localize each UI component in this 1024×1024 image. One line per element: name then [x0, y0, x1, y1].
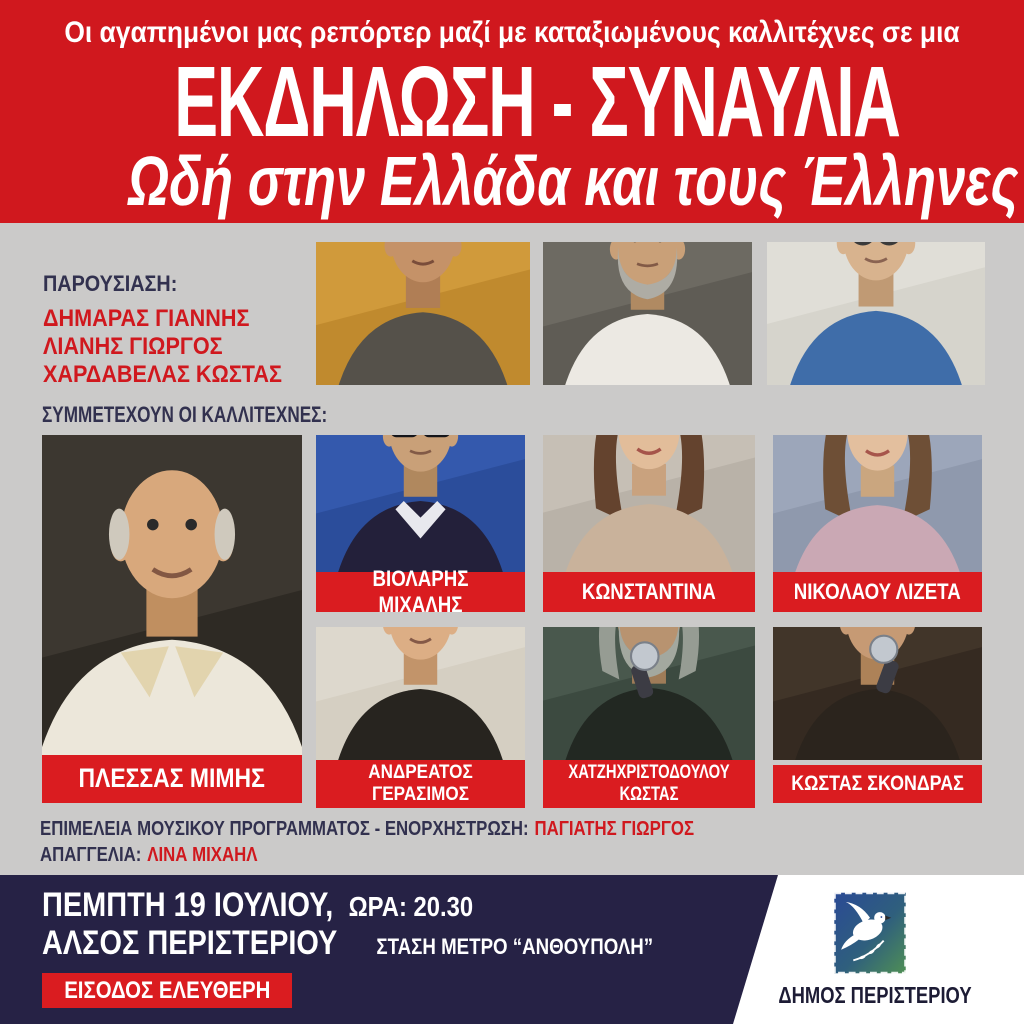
artist-name: ΒΙΟΛΑΡΗΣ ΜΙΧΑΛΗΣ — [372, 566, 469, 617]
presenter-name: ΧΑΡΔΑΒΕΛΑΣ ΚΩΣΤΑΣ — [43, 361, 282, 388]
presenter-photo-lianis — [543, 242, 752, 385]
credit-recitation-name: ΛΙΝΑ ΜΙΧΑΗΛ — [147, 844, 258, 866]
event-date: ΠΕΜΠΤΗ 19 ΙΟΥΛΙΟΥ, — [42, 886, 334, 924]
portrait-illustration — [543, 627, 755, 760]
admission-text: ΕΙΣΟΔΟΣ ΕΛΕΥΘΕΡΗ — [63, 976, 271, 1004]
presenter-photo-chardavelas — [767, 242, 985, 385]
portrait-illustration — [316, 242, 530, 385]
artist-photo-violaris — [316, 435, 525, 572]
artist-photo-skondras — [773, 627, 982, 760]
artist-photo-andreatos — [316, 627, 525, 760]
artist-name-bar — [773, 572, 982, 612]
portrait-illustration — [767, 242, 985, 385]
credit-music-label: ΕΠΙΜΕΛΕΙΑ ΜΟΥΣΙΚΟΥ ΠΡΟΓΡΑΜΜΑΤΟΣ - ΕΝΟΡΧΗΣΤΡΩΣΗ: — [40, 818, 529, 840]
venue-line — [42, 924, 653, 963]
presentation-heading: ΠΑΡΟΥΣΙΑΣΗ: — [43, 271, 178, 296]
artist-name-bar — [543, 760, 755, 808]
artist-name-bar — [773, 765, 982, 803]
presenter-photo-dimaras — [316, 242, 530, 385]
event-subtitle: Ωδή στην Ελλάδα και τους Έλληνες — [128, 142, 1019, 220]
credit-recitation-label: ΑΠΑΓΓΕΛΙΑ: — [40, 844, 142, 866]
date-time-line — [42, 886, 473, 925]
portrait-illustration — [773, 627, 982, 760]
artist-name: ΧΑΤΖΗΧΡΙΣΤΟΔΟΥΛΟΥ ΚΩΣΤΑΣ — [568, 761, 730, 805]
header-banner — [0, 0, 1024, 223]
portrait-illustration — [773, 435, 982, 572]
portrait-illustration — [543, 435, 755, 572]
artist-photo-plessas — [42, 435, 302, 755]
artist-name: ΑΝΔΡΕΑΤΟΣ ΓΕΡΑΣΙΜΟΣ — [368, 761, 473, 805]
portrait-illustration — [42, 435, 302, 755]
credits-block — [40, 816, 694, 868]
municipality-name: ΔΗΜΟΣ ΠΕΡΙΣΤΕΡΙΟΥ — [778, 982, 972, 1008]
artist-photo-konstantina — [543, 435, 755, 572]
event-time: ΩΡΑ: 20.30 — [348, 891, 474, 922]
metro-station: ΣΤΑΣΗ ΜΕΤΡΟ “ΑΝΘΟΥΠΟΛΗ” — [376, 934, 654, 959]
artist-name-bar — [316, 760, 525, 808]
artist-name-bar — [42, 755, 302, 803]
artist-name: ΠΛΕΣΣΑΣ ΜΙΜΗΣ — [78, 763, 266, 794]
artist-name: ΝΙΚΟΛΑΟΥ ΛΙΖΕΤΑ — [794, 579, 961, 605]
dove-logo-icon — [832, 890, 908, 976]
credit-music-line — [40, 816, 694, 842]
artist-name-bar — [316, 566, 525, 617]
event-title: ΕΚΔΗΛΩΣΗ - ΣΥΝΑΥΛΙΑ — [174, 46, 900, 158]
credit-recitation-line — [40, 842, 694, 868]
portrait-illustration — [316, 627, 525, 760]
credit-music-name: ΠΑΓΙΑΤΗΣ ΓΙΩΡΓΟΣ — [534, 818, 695, 840]
portrait-illustration — [543, 242, 752, 385]
banner-tagline: Οι αγαπημένοι μας ρεπόρτερ μαζί με καταξιωμένους καλλιτέχνες σε μια — [64, 16, 960, 49]
artist-name-bar — [543, 572, 755, 612]
artist-name: ΚΩΝΣΤΑΝΤΙΝΑ — [582, 579, 716, 605]
admission-badge — [42, 973, 292, 1008]
artist-name: ΚΩΣΤΑΣ ΣΚΟΝΔΡΑΣ — [791, 771, 964, 795]
artists-heading: ΣΥΜΜΕΤΕΧΟΥΝ ΟΙ ΚΑΛΛΙΤΕΧΝΕΣ: — [42, 402, 328, 427]
presentation-block — [43, 271, 282, 389]
artist-photo-nikolaou — [773, 435, 982, 572]
event-venue: ΑΛΣΟΣ ΠΕΡΙΣΤΕΡΙΟΥ — [42, 924, 338, 962]
presenter-name: ΔΗΜΑΡΑΣ ΓΙΑΝΝΗΣ — [43, 305, 250, 332]
artist-photo-hatzichristodoulou — [543, 627, 755, 760]
presenter-name: ΛΙΑΝΗΣ ΓΙΩΡΓΟΣ — [43, 333, 223, 360]
footer — [0, 875, 1024, 1024]
portrait-illustration — [316, 435, 525, 572]
